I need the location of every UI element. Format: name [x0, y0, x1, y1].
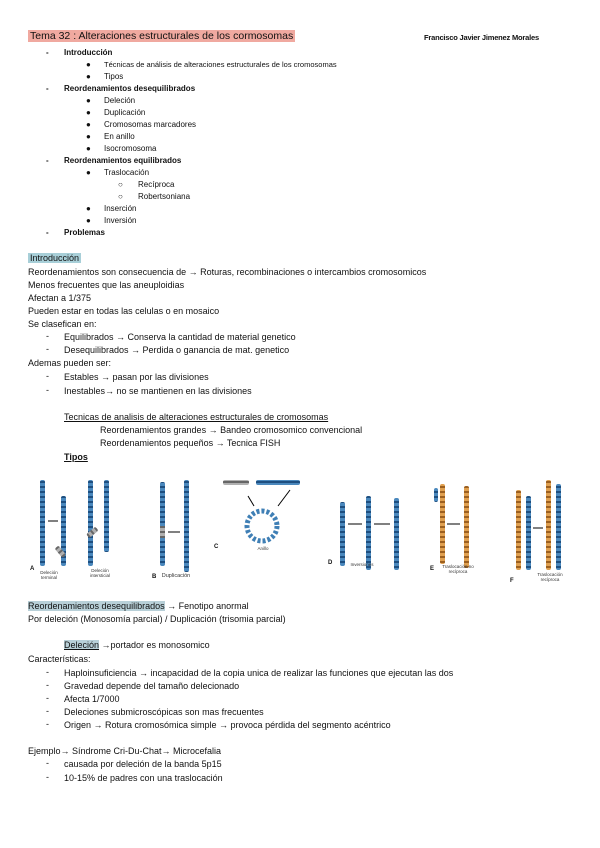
translocation-reciprocal [516, 480, 561, 570]
tecnicas-title: Tecnicas de analisis de alteraciones estructurales de cromosomas [64, 412, 329, 422]
class-item: Desequilibrados → Perdida o ganancia de mat. genetico [64, 345, 290, 355]
ejemplo-item: 10-15% de padres con una traslocación [64, 773, 223, 783]
intro-line: Afectan a 1/375 [28, 293, 92, 303]
ring-chromosome [223, 480, 300, 541]
caract-item: Origen → Rotura cromosómica simple → provoca pérdida del segmento acéntrico [64, 720, 391, 730]
toc-intro-item: Tipos [104, 72, 124, 81]
caption-del-interstitial: Deleción intersticial [89, 568, 110, 578]
document-page: Tema 32 : Alteraciones estructurales de los cormosomas Francisco Javier Jimenez Morales - Introducción ● Técnicas de análisis de alteraciones estructurales de los cromosomas ● Tipos - Reordenamientos desequilibrados ● Deleción ● Duplicación ● Cromosomas marcadores ● En anillo ● Isocromosoma - Reordenamientos equilibrados ● Traslocación ○ Recíproca ○ Robertsoniana ● Inserción ● Inversión - Problemas Introducción Reordenamientos son consecuencia de → Roturas, recombinaciones o intercambios cromosomicos Menos frecuentes que las aneuploidias Afectan a 1/375 Pueden estar en todas las celulas o en mosaico Se clasefican en: - Equilibrados → Conserva la cantidad de material genetico - Desequilibrados → Perdida o ganancia de mat. genetico Ademas pueden ser: - Estables → pasan por las divisiones - Inestables→ no se mantienen en las divisiones Tecnicas de analisis de alteraciones estructurales de cromosomas Reordenamientos grandes → Bandeo cromosomico convencional Reordenamientos pequeños → Tecnica FISH Tipos A Deleción terminal Deleción intersticial B Duplicación C Anillo D Inversiones E Traslocación no recíproca F Traslocación recíproca Reordenamientos desequilibrados → Fenotipo anormal Por deleción (Monosomía parcial) / Duplicación (trisomia parcial) Deleción →portador es monosomico Características: - Haploinsuficiencia → incapacidad de la copia unica de realizar las funciones que ejecutan las dos - Gravedad depende del tamaño delecionado - Afecta 1/7000 - Deleciones submicroscópicas son mas frecuentes - Origen → Rotura cromosómica simple → provoca pérdida del segmento acéntrico Ejemplo→ Síndrome Cri-Du-Chat→ Microcefalia - causada por deleción de la banda 5p15 - 10-15% de padres con una traslocación [0, 0, 600, 848]
figure-label-b: B [152, 574, 157, 580]
ejemplo-item: causada por deleción de la banda 5p15 [64, 759, 222, 769]
section-heading-intro: Introducción [30, 253, 80, 263]
figure-label-c: C [214, 544, 219, 550]
toc-deseq-item: En anillo [104, 132, 135, 141]
caracteristicas-label: Características: [28, 654, 91, 664]
figure-label-a: A [30, 566, 35, 572]
toc-deseq-item: Cromosomas marcadores [104, 120, 197, 129]
toc-deseq-item: Deleción [104, 96, 136, 105]
intro-line: Reordenamientos son consecuencia de → Roturas, recombinaciones o intercambios cromosomicos [28, 267, 427, 277]
inversion-chromosomes [340, 496, 399, 570]
author-name: Francisco Javier Jimenez Morales [424, 33, 539, 42]
caption-duplication: Duplicación [161, 573, 191, 579]
toc-deseq: Reordenamientos desequilibrados [64, 84, 196, 93]
delecion-line [64, 639, 210, 651]
caption-translocation-recip: Traslocación recíproca [537, 572, 563, 582]
figure-label-e: E [430, 566, 435, 572]
delecion-tail: →portador es monosomico [99, 640, 210, 650]
caract-item: Haploinsuficiencia → incapacidad de la copia unica de realizar las funciones que ejecutan las dos [64, 668, 454, 678]
caption-inversion: Inversiones [350, 562, 374, 567]
ejemplo-line: Ejemplo→ Síndrome Cri-Du-Chat→ Microcefalia [28, 746, 222, 756]
toc-intro: Introducción [64, 48, 113, 57]
figure-label-f: F [510, 578, 514, 584]
caract-item: Deleciones submicroscópicas son mas frecuentes [64, 707, 264, 717]
deletion-chromosomes [40, 480, 109, 566]
toc-deseq-item: Duplicación [104, 108, 146, 117]
toc-eq-item: Inserción [104, 204, 137, 213]
deseq-heading-tail: → Fenotipo anormal [164, 601, 249, 611]
ademas-item: Inestables→ no se mantienen en las divisiones [64, 386, 252, 396]
toc-eq-item: Traslocación [104, 168, 150, 177]
toc-eq: Reordenamientos equilibrados [64, 156, 182, 165]
caption-ring: Anillo [257, 546, 269, 551]
class-item: Equilibrados → Conserva la cantidad de material genetico [64, 332, 296, 342]
delecion-title: Deleción [64, 640, 100, 650]
caption-del-terminal: Deleción terminal [40, 570, 58, 580]
ademas-item: Estables → pasan por las divisiones [64, 372, 209, 382]
toc-deseq-item: Isocromosoma [104, 144, 157, 153]
caract-item: Gravedad depende del tamaño delecionado [64, 681, 240, 691]
toc-trasl-item: Robertsoniana [138, 192, 191, 201]
intro-line: Pueden estar en todas las celulas o en mosaico [28, 306, 220, 316]
tecnicas-line: Reordenamientos grandes → Bandeo cromosomico convencional [100, 425, 363, 435]
duplication-chromosomes [160, 480, 189, 572]
intro-line: Menos frecuentes que las aneuploidias [28, 280, 185, 290]
tecnicas-line: Reordenamientos pequeños → Tecnica FISH [100, 438, 281, 448]
deseq-line: Por deleción (Monosomía parcial) / Duplicación (trisomia parcial) [28, 614, 286, 624]
section-heading-deseq: Reordenamientos desequilibrados [28, 601, 165, 611]
chromosome-figure [28, 476, 576, 588]
document-title: Tema 32 : Alteraciones estructurales de los cormosomas [30, 30, 294, 42]
deseq-heading-line [28, 600, 249, 612]
tipos-title: Tipos [64, 452, 88, 462]
ademas-label: Ademas pueden ser: [28, 358, 112, 368]
toc-trasl-item: Recíproca [138, 180, 175, 189]
toc-intro-item: Técnicas de análisis de alteraciones estructurales de los cromosomas [104, 60, 337, 69]
toc-problemas: Problemas [64, 228, 105, 237]
toc-eq-item: Inversión [104, 216, 137, 225]
intro-line: Se clasefican en: [28, 319, 97, 329]
caption-translocation-nonrecip: Traslocación no recíproca [442, 564, 474, 574]
translocation-nonreciprocal [434, 484, 469, 568]
figure-label-d: D [328, 560, 333, 566]
caract-item: Afecta 1/7000 [64, 694, 120, 704]
